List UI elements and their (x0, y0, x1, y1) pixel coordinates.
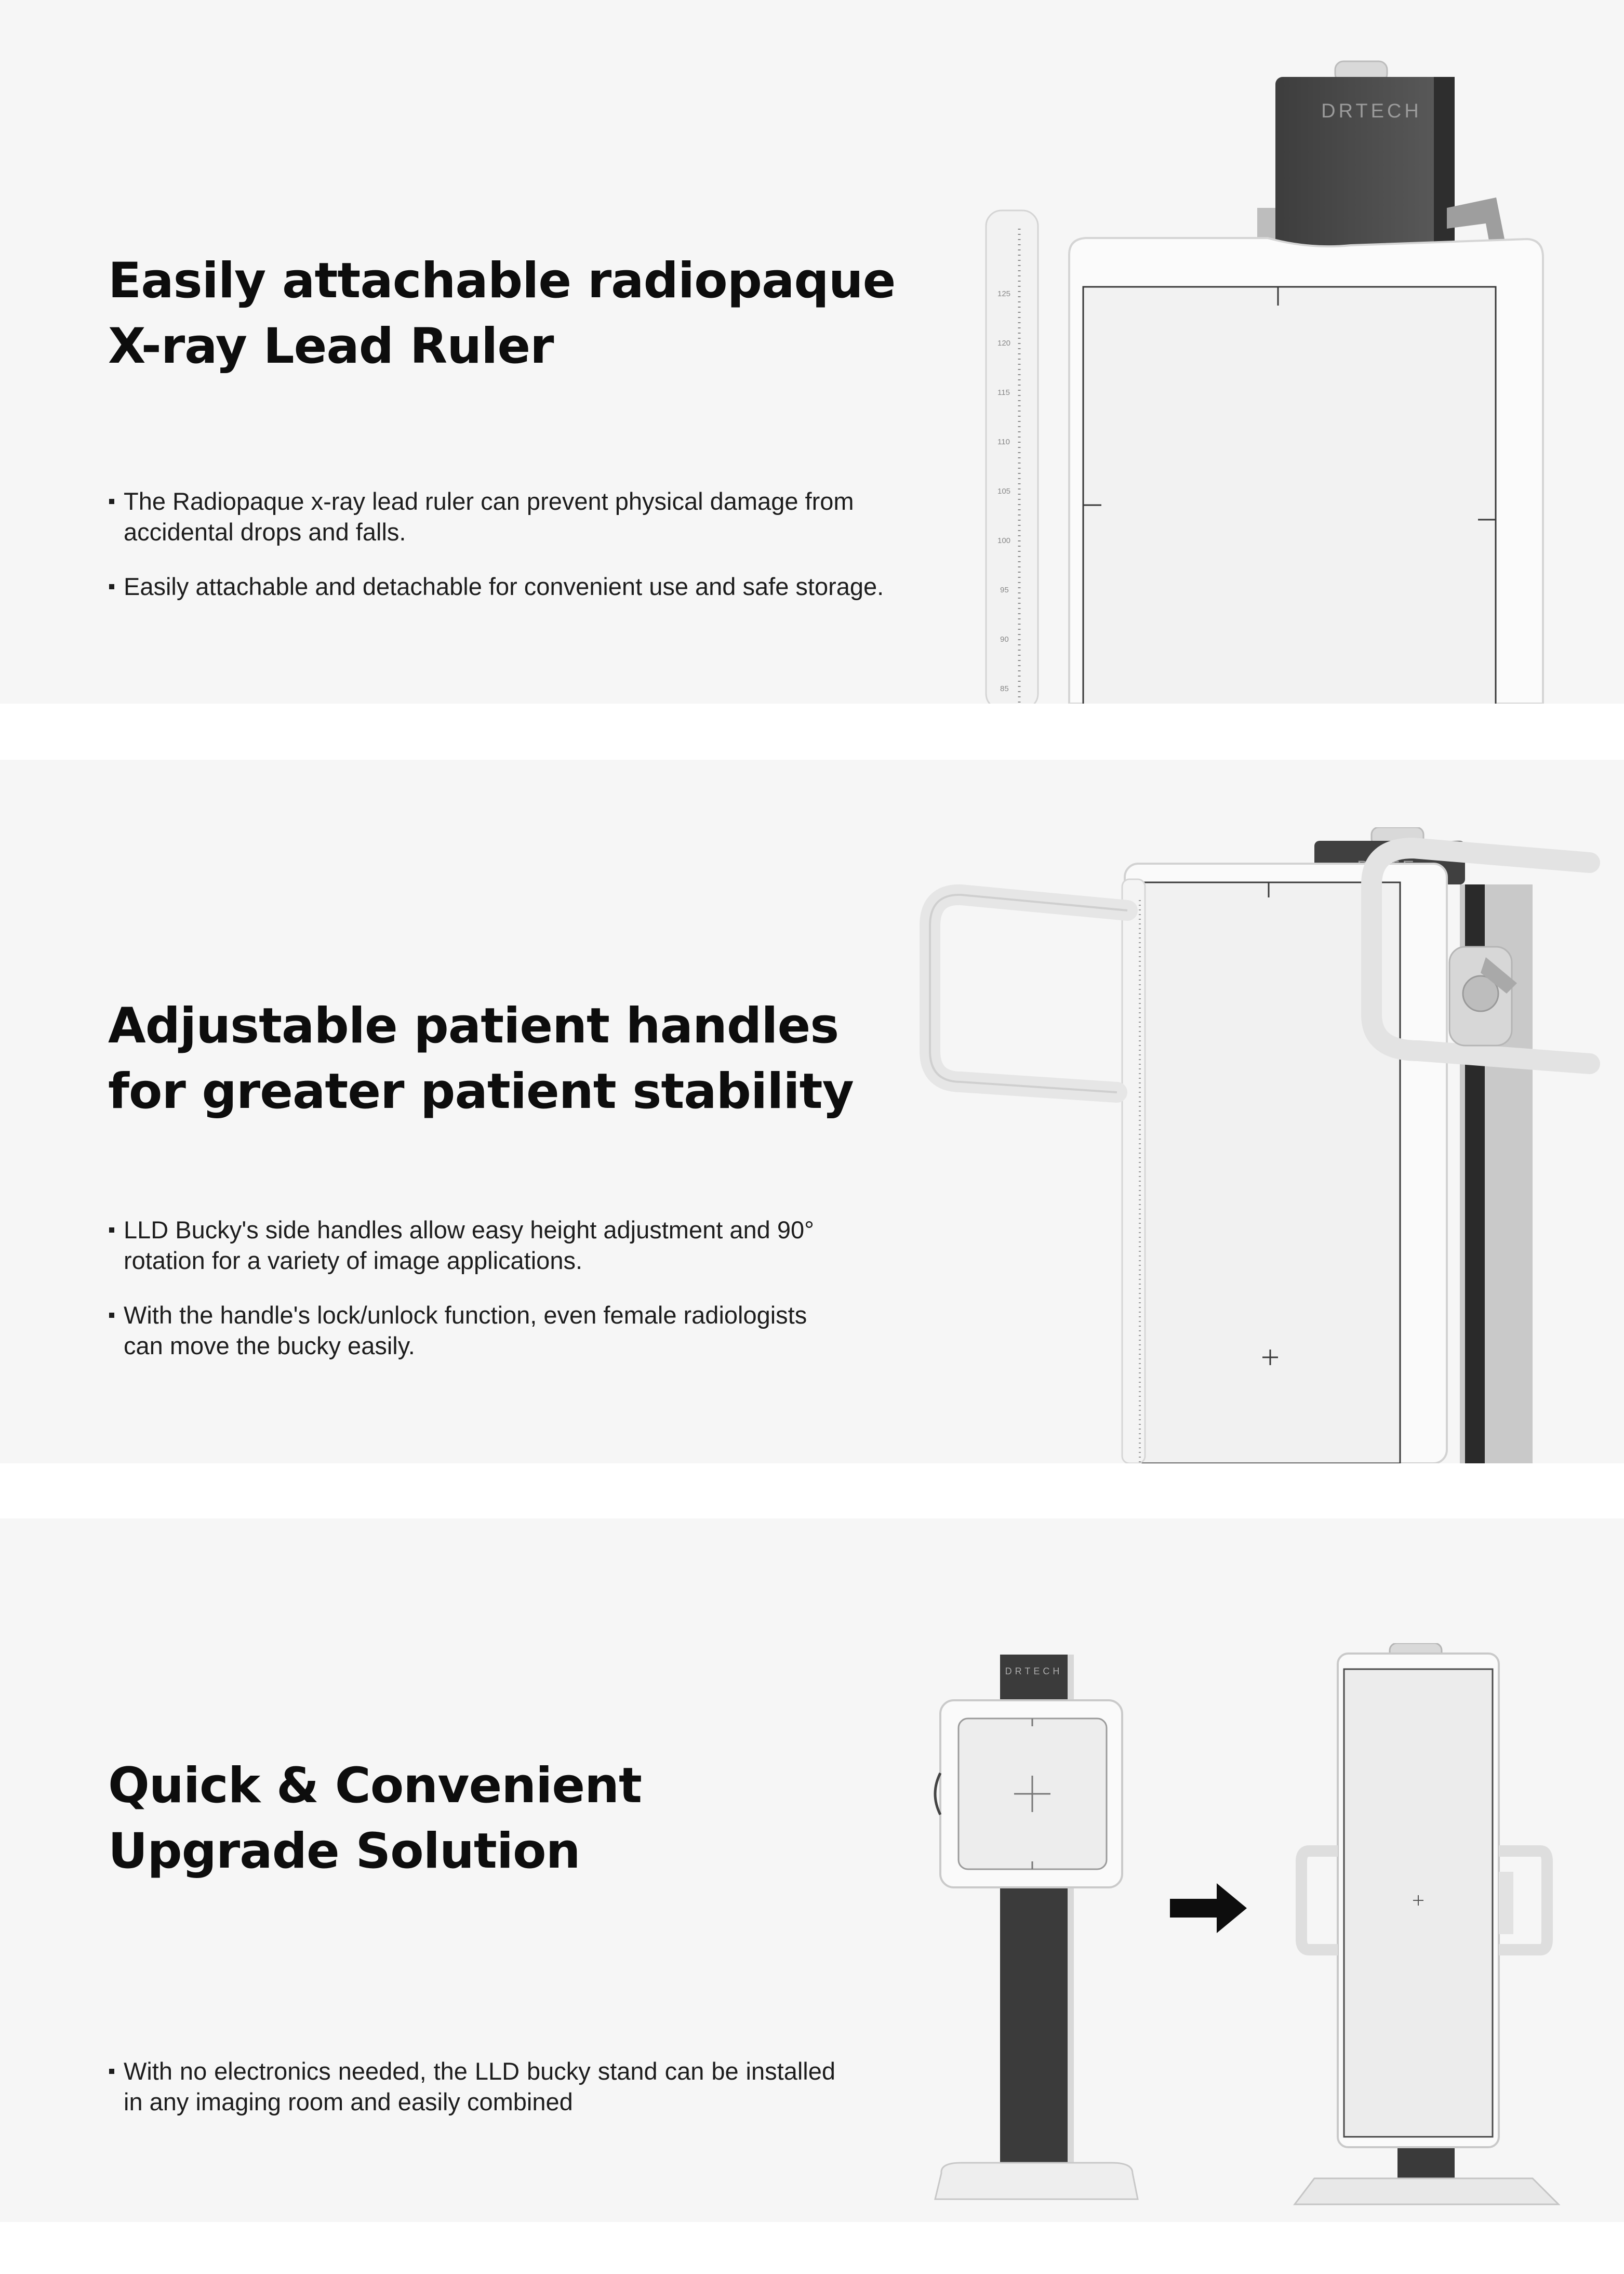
ruler-tick-label: 110 (997, 438, 1010, 446)
ruler-tick-label: 95 (1000, 586, 1009, 594)
feature-list (108, 2056, 835, 2141)
lead-ruler-bucky-image (977, 52, 1590, 704)
feature-list (108, 486, 898, 626)
section-lead-ruler (0, 0, 1624, 704)
section-title: Quick & Convenient Upgrade Solution (108, 1757, 642, 1880)
feature-bullet: With no electronics needed, the LLD bucky stand can be installed in any imaging room and easily combined (108, 2056, 835, 2117)
brand-label: DRTECH (1005, 1666, 1063, 1676)
feature-bullet: Easily attachable and detachable for convenient use and safe storage. (108, 571, 898, 602)
ruler-tick-label: 125 (997, 289, 1011, 298)
section-title: Adjustable patient handles for greater patient stability (108, 998, 854, 1120)
section-patient-handles (0, 760, 1624, 1463)
ruler-tick-label: 100 (997, 536, 1011, 545)
feature-bullet: With the handle's lock/unlock function, even female radiologists can move the bucky easily. (108, 1300, 846, 1361)
feature-list (108, 1214, 846, 1385)
ruler-tick-label: 90 (1000, 635, 1009, 644)
ruler-tick-label: 85 (1000, 684, 1009, 693)
feature-bullet: The Radiopaque x-ray lead ruler can prevent physical damage from accidental drops and falls. (108, 486, 898, 547)
ruler-tick-label: 115 (997, 388, 1010, 397)
arrow-right-icon (1169, 1882, 1252, 1934)
section-upgrade-solution (0, 1518, 1624, 2222)
ruler-tick-label: 120 (997, 339, 1011, 348)
standard-stand-image (904, 1648, 1174, 2210)
section-title: Easily attachable radiopaque X-ray Lead Ruler (108, 253, 896, 375)
ruler-tick-label: 105 (997, 487, 1011, 496)
lld-bucky-stand-image (1278, 1643, 1569, 2210)
feature-bullet: LLD Bucky's side handles allow easy height adjustment and 90° rotation for a variety of image applications. (108, 1214, 846, 1276)
patient-handles-image (920, 827, 1610, 1463)
brand-label: DRTECH (1321, 100, 1422, 122)
